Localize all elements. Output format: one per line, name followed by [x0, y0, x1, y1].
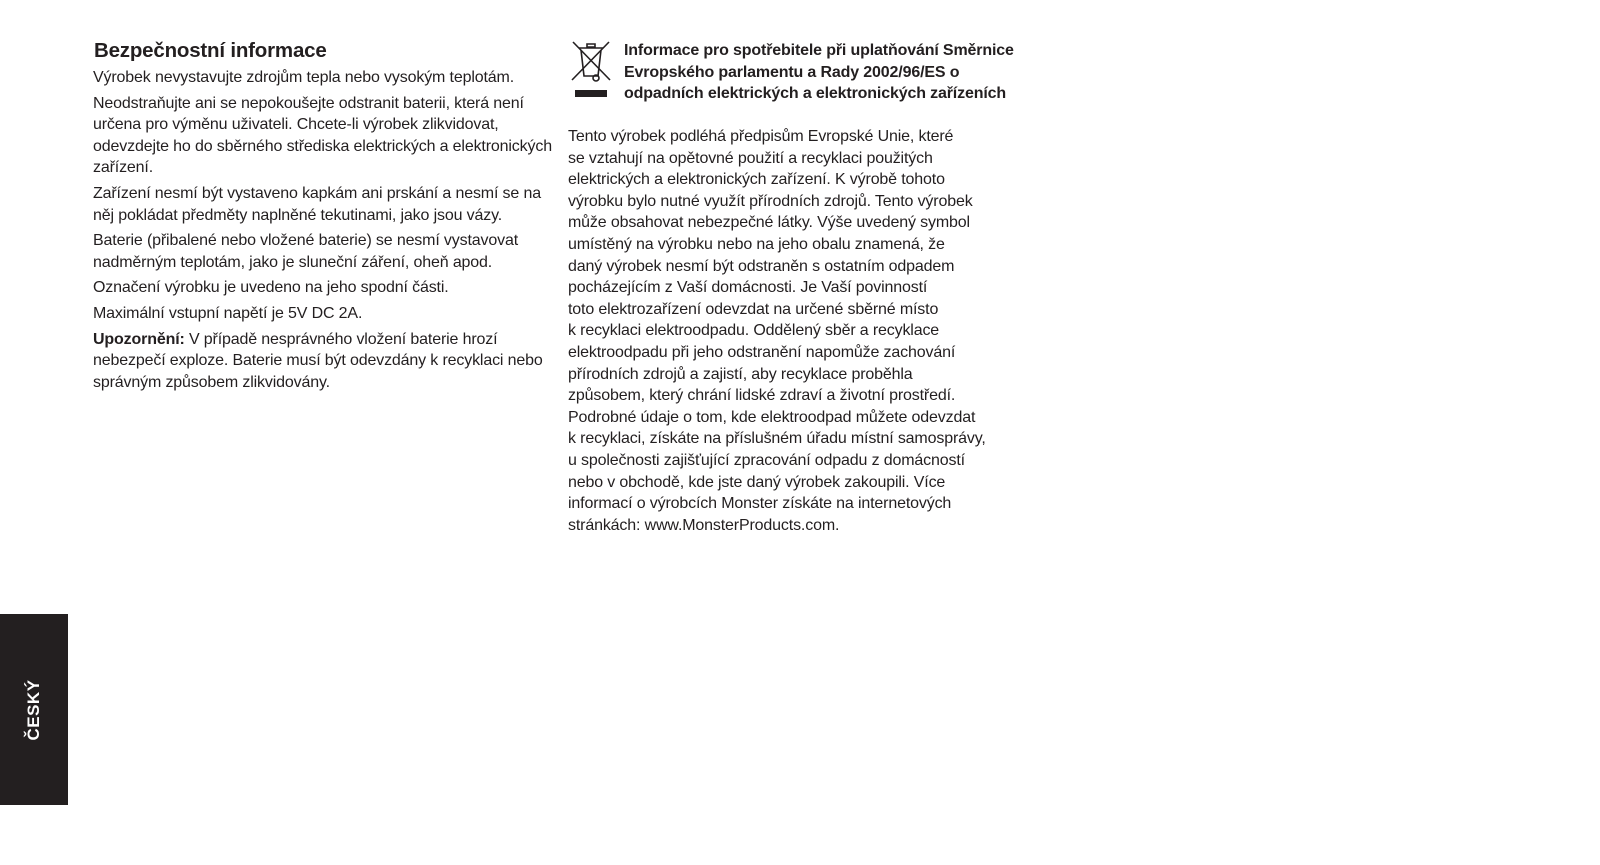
safety-paragraph-marking: Označení výrobku je uvedeno na jeho spodní části. [93, 279, 449, 297]
language-tab-label: ČESKÝ [24, 679, 43, 741]
safety-paragraph-battery-removal: Neodstraňujte ani se nepokoušejte odstranit baterii, která není určena pro výměnu uživateli. Chcete-li výrobek zlikvidovat, odevzdejte ho do sběrného střediska elektrických a elektronických zařízení. [93, 94, 552, 177]
weee-title: Informace pro spotřebitele při uplatňování Směrnice Evropského parlamentu a Rady 2002/96/ES o odpadních elektrických a elektronických zařízeních [624, 42, 1014, 103]
safety-warning [93, 329, 558, 394]
warning-text: V případě nesprávného vložení baterie hrozí nebezpečí exploze. Baterie musí být odevzdány k recyklaci nebo správným způsobem zlikvidovány. [93, 330, 543, 391]
safety-paragraph-liquids: Zařízení nesmí být vystaveno kapkám ani prskání a nesmí se na něj pokládat předměty naplněné tekutinami, jako jsou vázy. [93, 184, 541, 224]
weee-body-text: Tento výrobek podléhá předpisům Evropské Unie, které se vztahují na opětovné použití a recyklaci použitých elektrických a elektronických zařízení. K výrobě tohoto výrobku bylo nutné využít přírodních zdrojů. Tento výrobek může obsahovat nebezpečné látky. Výše uvedený symbol umístěný na výrobku nebo na jeho obalu znamená, že daný výrobek nesmí být odstraněn s ostatním odpadem pocházejícím z Vaší domácnosti. Je Vaší povinností toto elektrozařízení odevzdat na určené sběrné místo k recyklaci elektroodpadu. Oddělený sběr a recyklace elektroodpadu při jeho odstranění napomůže zachování přírodních zdrojů a zajistí, aby recyklace proběhla způsobem, který chrání lidské zdraví a životní prostředí. Podrobné údaje o tom, kde elektroodpad můžete odevzdat k recyklaci, získáte na příslušném úřadu místní samosprávy, u společnosti zajišťující zpracování odpadu z domácností nebo v obchodě, kde jste daný výrobek zakoupili. Více informací o výrobcích Monster získáte na internetových stránkách: www.MonsterProducts.com. [568, 128, 986, 534]
weee-header [568, 40, 1038, 126]
safety-paragraph-battery-heat: Baterie (přibalené nebo vložené baterie) se nesmí vystavovat nadměrným teplotám, jako je sluneční záření, oheň apod. [93, 232, 519, 271]
crossed-out-wheelie-bin-icon [570, 40, 612, 100]
safety-paragraph-heat: Výrobek nevystavujte zdrojům tepla nebo vysokým teplotám. [93, 69, 514, 86]
warning-label: Upozornění: [93, 330, 185, 348]
safety-section [93, 38, 558, 397]
weee-section [568, 40, 1038, 536]
language-tab [0, 614, 68, 805]
safety-title: Bezpečnostní informace [94, 39, 327, 62]
safety-paragraph-voltage: Maximální vstupní napětí je 5V DC 2A. [93, 304, 363, 322]
